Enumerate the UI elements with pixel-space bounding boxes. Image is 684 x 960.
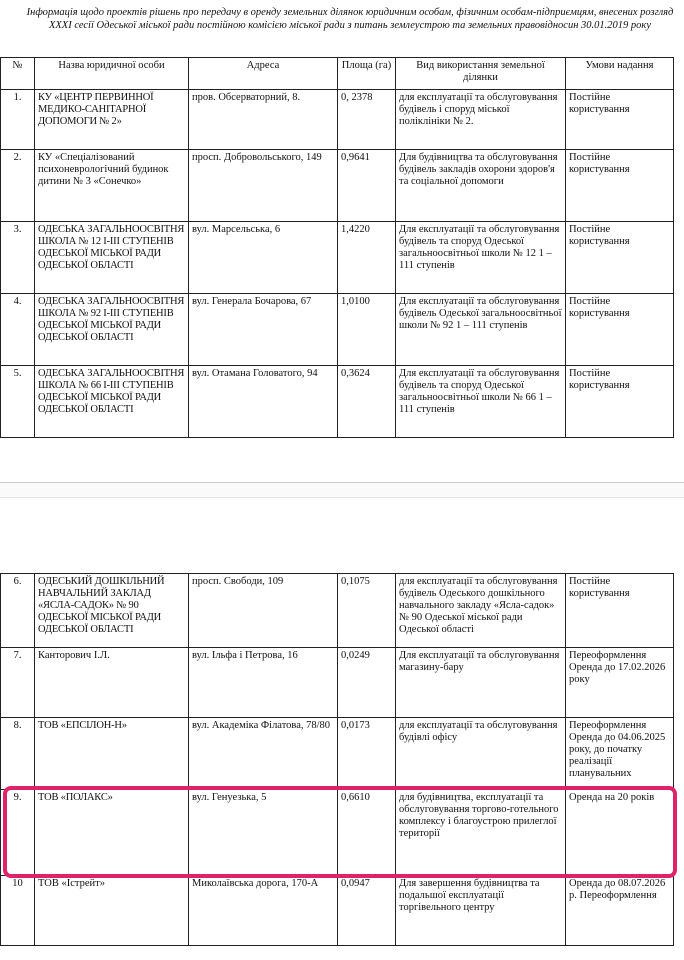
row-terms: Постійне користування — [566, 90, 674, 150]
table-row — [1, 90, 674, 150]
row-terms: Оренда до 08.07.2026 р. Переоформлення — [566, 876, 674, 946]
row-name: КУ «ЦЕНТР ПЕРВИННОЇ МЕДИКО-САНІТАРНОЇ ДОПОМОГИ № 2» — [35, 90, 189, 150]
row-terms: Оренда на 20 років — [566, 790, 674, 876]
row-num: 3. — [1, 222, 35, 294]
row-terms: Переоформлення Оренда до 17.02.2026 року — [566, 648, 674, 718]
row-use: для експлуатації та обслуговування будівель і споруд міської поліклініки № 2. — [396, 90, 566, 150]
row-name: ТОВ «ПОЛАКС» — [35, 790, 189, 876]
row-area: 0,0173 — [338, 718, 396, 790]
row-name: Канторович І.Л. — [35, 648, 189, 718]
header-terms: Умови надання — [566, 58, 674, 90]
table-row — [1, 648, 674, 718]
row-terms: Постійне користування — [566, 574, 674, 648]
row-use: для будівництва, експлуатації та обслуговування торгово-готельного комплексу і благоустрою прилеглої території — [396, 790, 566, 876]
table-row-highlighted — [1, 790, 674, 876]
table-row — [1, 366, 674, 438]
row-num: 5. — [1, 366, 35, 438]
row-terms: Постійне користування — [566, 150, 674, 222]
table-row — [1, 876, 674, 946]
row-address: вул. Генуезька, 5 — [189, 790, 338, 876]
row-address: вул. Академіка Філатова, 78/80 — [189, 718, 338, 790]
row-area: 1,4220 — [338, 222, 396, 294]
row-terms: Постійне користування — [566, 366, 674, 438]
row-num: 8. — [1, 718, 35, 790]
row-area: 0, 2378 — [338, 90, 396, 150]
row-use: для експлуатації та обслуговування будівель Одеського дошкільного навчального закладу «Ясла-садок» № 90 Одеської міської ради Одеської області — [396, 574, 566, 648]
row-name: ОДЕСЬКА ЗАГАЛЬНООСВІТНЯ ШКОЛА № 12 I-III СТУПЕНІВ ОДЕСЬКОЇ МІСЬКОЇ РАДИ ОДЕСЬКОЇ ОБЛАСТІ — [35, 222, 189, 294]
row-num: 9. — [1, 790, 35, 876]
row-address: вул. Генерала Бочарова, 67 — [189, 294, 338, 366]
table-row — [1, 150, 674, 222]
row-num: 2. — [1, 150, 35, 222]
land-table-page2 — [0, 573, 674, 946]
table-row — [1, 718, 674, 790]
row-address: Миколаївська дорога, 170-А — [189, 876, 338, 946]
table-row — [1, 294, 674, 366]
row-use: Для будівництва та обслуговування будівель закладів охорони здоров'я та соціальної допомоги — [396, 150, 566, 222]
row-use: для експлуатації та обслуговування будівлі офісу — [396, 718, 566, 790]
row-address: вул. Отамана Головатого, 94 — [189, 366, 338, 438]
row-num: 7. — [1, 648, 35, 718]
row-area: 0,3624 — [338, 366, 396, 438]
row-name: ОДЕСЬКА ЗАГАЛЬНООСВІТНЯ ШКОЛА № 92 I-III СТУПЕНІВ ОДЕСЬКОЇ МІСЬКОЇ РАДИ ОДЕСЬКОЇ ОБЛАСТІ — [35, 294, 189, 366]
table-row — [1, 574, 674, 648]
row-use: Для завершення будівництва та подальшої експлуатації торгівельного центру — [396, 876, 566, 946]
row-area: 0,9641 — [338, 150, 396, 222]
row-name: ТОВ «ЕПСІЛОН-Н» — [35, 718, 189, 790]
document-title: Інформація щодо проектів рішень про передачу в оренду земельних ділянок юридичним особам, фізичним особам-підприємцям, внесених розгляд ХХХІ сесії Одеської міської ради постійною комісією міської ради з питань землеустрою та земельних правовідносин 30.01.2019 року — [26, 7, 674, 31]
row-address: вул. Ільфа і Петрова, 16 — [189, 648, 338, 718]
row-area: 0,0947 — [338, 876, 396, 946]
row-use: Для експлуатації та обслуговування будівель Одеської загальноосвітньої школи № 92 1 – 111 ступенів — [396, 294, 566, 366]
row-terms: Постійне користування — [566, 294, 674, 366]
header-area: Площа (га) — [338, 58, 396, 90]
row-use: Для експлуатації та обслуговування магазину-бару — [396, 648, 566, 718]
header-use: Вид використання земельної ділянки — [396, 58, 566, 90]
row-area: 0,6610 — [338, 790, 396, 876]
row-area: 0,0249 — [338, 648, 396, 718]
row-use: Для експлуатації та обслуговування будівель та споруд Одеської загальноосвітньої школи № 12 1 – 111 ступенів — [396, 222, 566, 294]
row-num: 6. — [1, 574, 35, 648]
row-num: 10 — [1, 876, 35, 946]
page-break — [0, 482, 684, 498]
row-terms: Переоформлення Оренда до 04.06.2025 року, до початку реалізації планувальних — [566, 718, 674, 790]
table-header-row — [1, 58, 674, 90]
row-terms: Постійне користування — [566, 222, 674, 294]
row-num: 4. — [1, 294, 35, 366]
row-name: ТОВ «Істрейт» — [35, 876, 189, 946]
row-use: Для експлуатації та обслуговування будівель та споруд Одеської загальноосвітньої школи № 66 1 – 111 ступенів — [396, 366, 566, 438]
row-num: 1. — [1, 90, 35, 150]
header-name: Назва юридичної особи — [35, 58, 189, 90]
header-address: Адреса — [189, 58, 338, 90]
row-area: 0,1075 — [338, 574, 396, 648]
row-address: вул. Марсельська, 6 — [189, 222, 338, 294]
header-num: № — [1, 58, 35, 90]
row-address: просп. Добровольського, 149 — [189, 150, 338, 222]
row-name: ОДЕСЬКА ЗАГАЛЬНООСВІТНЯ ШКОЛА № 66 I-III СТУПЕНІВ ОДЕСЬКОЇ МІСЬКОЇ РАДИ ОДЕСЬКОЇ ОБЛАСТІ — [35, 366, 189, 438]
row-name: ОДЕСЬКИЙ ДОШКІЛЬНИЙ НАВЧАЛЬНИЙ ЗАКЛАД «ЯСЛА-САДОК» № 90 ОДЕСЬКОЇ МІСЬКОЇ РАДИ ОДЕСЬКОЇ ОБЛАСТІ — [35, 574, 189, 648]
table-row — [1, 222, 674, 294]
row-address: просп. Свободи, 109 — [189, 574, 338, 648]
row-area: 1,0100 — [338, 294, 396, 366]
row-address: пров. Обсерваторний, 8. — [189, 90, 338, 150]
land-table-page1 — [0, 57, 674, 438]
row-name: КУ «Спеціалізований психоневрологічний будинок дитини № 3 «Сонечко» — [35, 150, 189, 222]
